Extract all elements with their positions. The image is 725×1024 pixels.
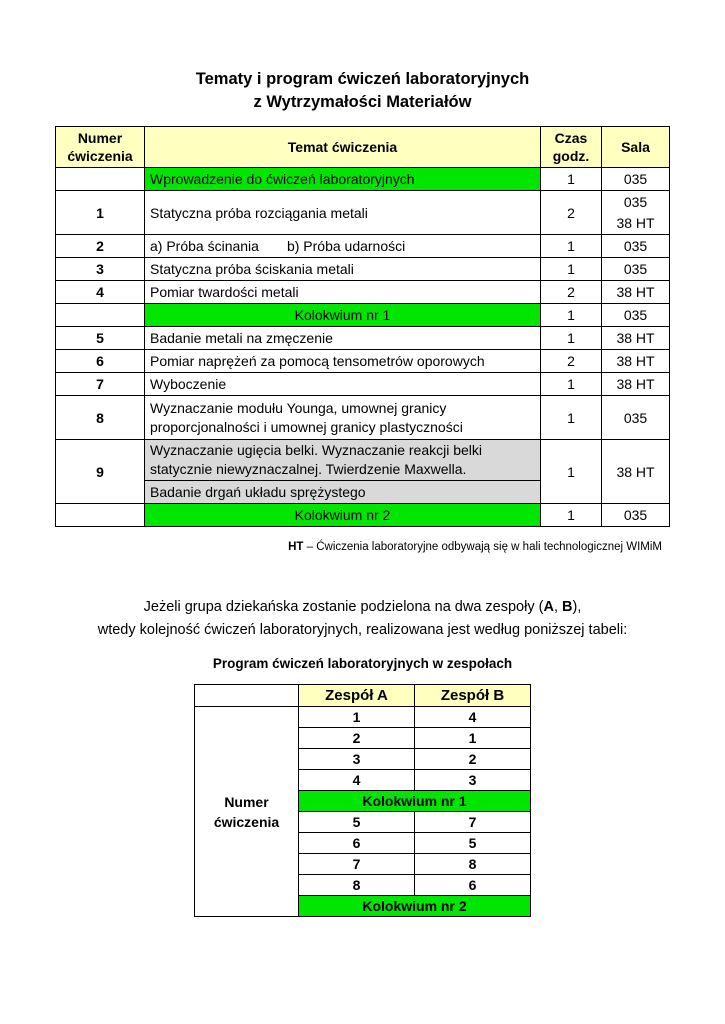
header-team-a: Zespół A <box>299 685 415 707</box>
team-header-row <box>195 685 531 707</box>
table-row: Wprowadzenie do ćwiczeń laboratoryjnych 1 035 <box>56 168 670 191</box>
table-row: 7 8 <box>195 854 531 875</box>
header-czas: Czas godz. <box>541 127 602 168</box>
table-row: Kolokwium nr 1 1 035 <box>56 304 670 327</box>
title-line-1: Tematy i program ćwiczeń laboratoryjnych <box>195 70 530 88</box>
table-row: 6 5 <box>195 833 531 854</box>
topic-cell: Statyczna próba ściskania metali <box>145 258 541 281</box>
topic-cell: Kolokwium nr 2 <box>145 504 541 527</box>
table-row: Numer ćwiczenia 1 4 <box>195 707 531 728</box>
topic-cell: Pomiar twardości metali <box>145 281 541 304</box>
table-row: 3 2 <box>195 749 531 770</box>
table-row: 9 Wyznaczanie ugięcia belki. Wyznaczanie reakcji belki statycznie niewyznaczalnej. Twierdzenie Maxwella. 1 38 HT <box>56 440 670 481</box>
topic-cell: Pomiar naprężeń za pomocą tensometrów oporowych <box>145 350 541 373</box>
topic-cell: Kolokwium nr 1 <box>145 304 541 327</box>
topic-cell: Wyboczenie <box>145 373 541 396</box>
table-row: 8 Wyznaczanie modułu Younga, umownej granicy proporcjonalności i umownej granicy plastyczności 1 035 <box>56 396 670 440</box>
table-row: 8 6 <box>195 875 531 896</box>
page-title <box>0 68 725 114</box>
table-row: 4 3 <box>195 770 531 791</box>
title-line-2: z Wytrzymałości Materiałów <box>253 93 472 111</box>
topic-cell: Wyznaczanie modułu Younga, umownej granicy proporcjonalności i umownej granicy plastyczności <box>145 396 541 440</box>
header-sala: Sala <box>602 127 670 168</box>
topic-cell: Badanie metali na zmęczenie <box>145 327 541 350</box>
team-table-title: Program ćwiczeń laboratoryjnych w zespołach <box>212 656 513 671</box>
table-row: 2 1 <box>195 728 531 749</box>
table-row: Kolokwium nr 2 1 035 <box>56 504 670 527</box>
table-row: 4 Pomiar twardości metali 2 38 HT <box>56 281 670 304</box>
header-team-b: Zespół B <box>415 685 531 707</box>
table-row: Kolokwium nr 2 <box>195 896 531 917</box>
side-label: Numer ćwiczenia <box>195 707 299 917</box>
topic-cell: Statyczna próba rozciągania metali <box>145 191 541 235</box>
table-header-row <box>56 127 670 168</box>
header-temat: Temat ćwiczenia <box>145 127 541 168</box>
footnote: HT – Ćwiczenia laboratoryjne odbywają się w hali technologicznej WIMiM <box>288 541 662 553</box>
table-row: 2 a) Próba ścinania b) Próba udarności 1 035 <box>56 235 670 258</box>
table-row: 5 Badanie metali na zmęczenie 1 38 HT <box>56 327 670 350</box>
header-numer: Numer ćwiczenia <box>56 127 145 168</box>
topic-cell: Wprowadzenie do ćwiczeń laboratoryjnych <box>145 168 541 191</box>
table-row: 3 Statyczna próba ściskania metali 1 035 <box>56 258 670 281</box>
group-paragraph: Jeżeli grupa dziekańska zostanie podzielona na dwa zespoły (A, B), wtedy kolejność ćwiczeń laboratoryjnych, realizowana jest według poniższej tabeli: <box>97 599 628 638</box>
topics-table <box>55 126 670 527</box>
table-row: 7 Wyboczenie 1 38 HT <box>56 373 670 396</box>
table-row: 5 7 <box>195 812 531 833</box>
table-row: 1 Statyczna próba rozciągania metali 2 035 38 HT <box>56 191 670 235</box>
topic-cell: a) Próba ścinania b) Próba udarności <box>145 235 541 258</box>
table-row: 6 Pomiar naprężeń za pomocą tensometrów oporowych 2 38 HT <box>56 350 670 373</box>
topic-cell: Wyznaczanie ugięcia belki. Wyznaczanie reakcji belki statycznie niewyznaczalnej. Twierdzenie Maxwella. <box>145 440 541 481</box>
team-table <box>194 684 531 917</box>
table-row: Kolokwium nr 1 <box>195 791 531 812</box>
topic-cell: Badanie drgań układu sprężystego <box>145 481 541 504</box>
